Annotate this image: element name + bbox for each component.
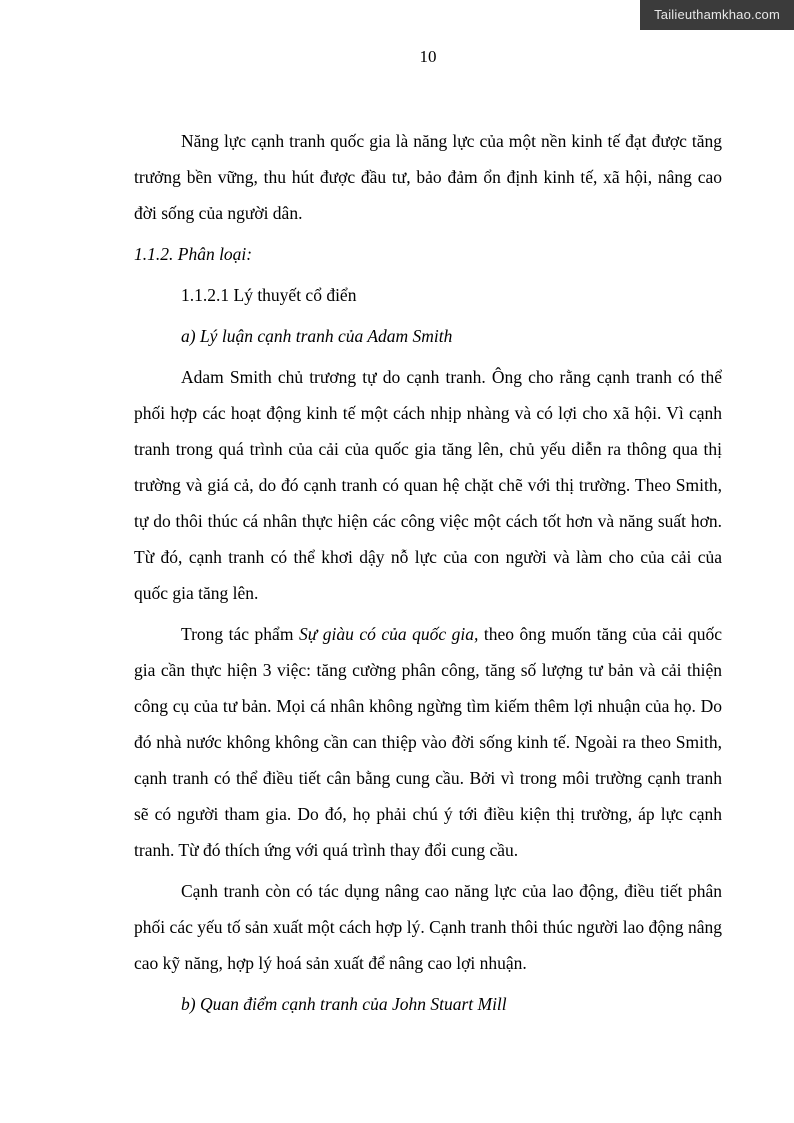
heading-phan-loai: 1.1.2. Phân loại: — [134, 244, 253, 264]
paragraph-text-before-title: Trong tác phẩm — [181, 624, 299, 644]
paragraph-national-competitiveness: Năng lực cạnh tranh quốc gia là năng lực của một nền kinh tế đạt được tăng trưởng bền vững, thu hút được đầu tư, bảo đảm ổn định kinh tế, xã hội, nâng cao đời sống của người dân. — [134, 131, 722, 223]
paragraph-adam-smith-free-competition: Adam Smith chủ trương tự do cạnh tranh. Ông cho rằng cạnh tranh có thể phối hợp các hoạt động kinh tế một cách nhịp nhàng và có lợi cho xã hội. Vì cạnh tranh trong quá trình của cải của quốc gia tăng lên, chủ yếu diễn ra thông qua thị trường và giá cả, do đó cạnh tranh có quan hệ chặt chẽ với thị trường. Theo Smith, tự do thôi thúc cá nhân thực hiện các công việc một cách tốt hơn và năng suất hơn. Từ đó, cạnh tranh có thể khơi dậy nỗ lực của con người và làm cho của cải của quốc gia tăng lên. — [134, 367, 722, 603]
book-title-wealth-of-nations: Sự giàu có của quốc gia, — [298, 624, 479, 644]
paragraph-wealth-of-nations — [134, 616, 722, 868]
heading-ly-thuyet-co-dien: 1.1.2.1 Lý thuyết cổ điển — [181, 285, 357, 305]
page-number: 10 — [419, 47, 437, 66]
heading-john-stuart-mill: b) Quan điểm cạnh tranh của John Stuart Mill — [181, 994, 507, 1014]
heading-adam-smith: a) Lý luận cạnh tranh của Adam Smith — [181, 326, 453, 346]
paragraph-competition-labor-effects: Cạnh tranh còn có tác dụng nâng cao năng lực của lao động, điều tiết phân phối các yếu tố sản xuất một cách hợp lý. Cạnh tranh thôi thúc người lao động nâng cao kỹ năng, hợp lý hoá sản xuất để nâng cao lợi nhuận. — [134, 881, 722, 973]
watermark-badge: Tailieuthamkhao.com — [640, 0, 794, 30]
paragraph-text-after-title: theo ông muốn tăng của cải quốc gia cần thực hiện 3 việc: tăng cường phân công, tăng số lượng tư bản và cải thiện công cụ của tư bản. Mọi cá nhân không ngừng tìm kiếm thêm lợi nhuận của họ. Do đó nhà nước không không cần can thiệp vào đời sống kinh tế. Ngoài ra theo Smith, cạnh tranh có thể điều tiết cân bằng cung cầu. Bởi vì trong môi trường cạnh tranh sẽ có người tham gia. Do đó, họ phải chú ý tới điều kiện thị trường, áp lực cạnh tranh. Từ đó thích ứng với quá trình thay đổi cung cầu. — [134, 624, 722, 860]
document-body — [134, 123, 722, 1022]
